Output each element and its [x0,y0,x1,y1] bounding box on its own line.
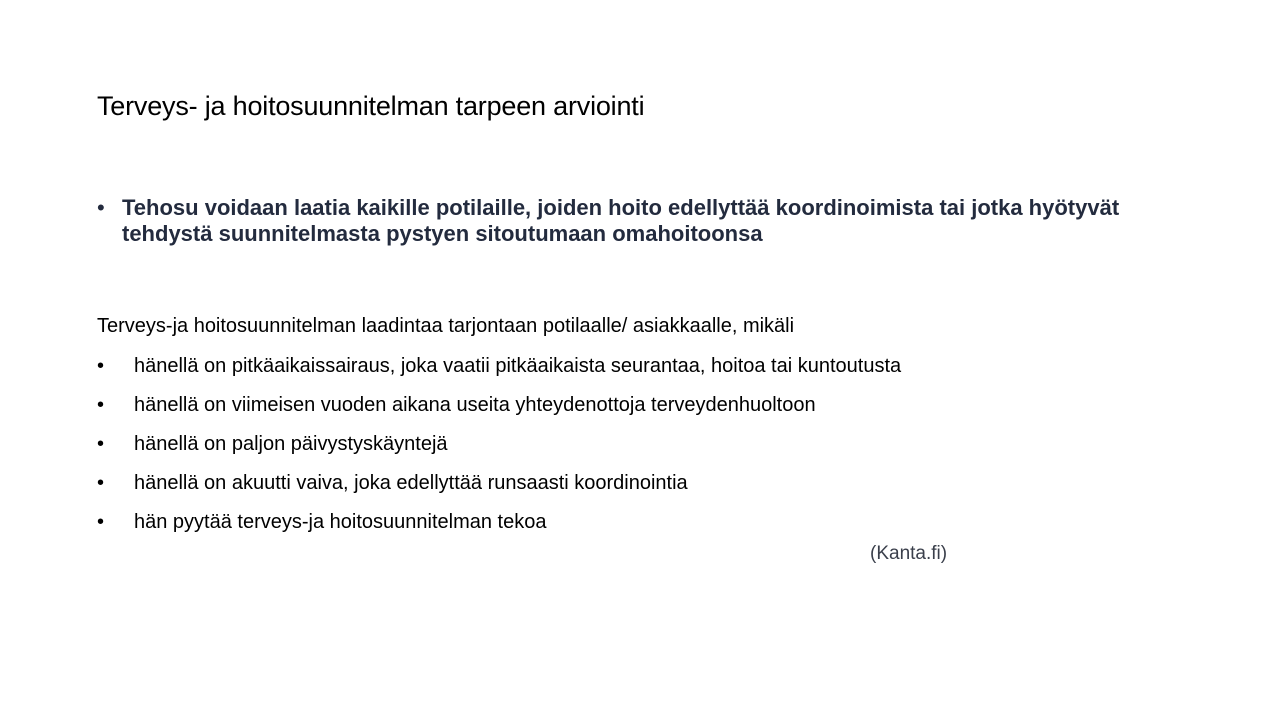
criteria-intro: Terveys-ja hoitosuunnitelman laadintaa tarjontaan potilaalle/ asiakkaalle, mikäli [97,315,795,337]
bullet: • [97,472,105,494]
bullet: • [97,511,105,533]
highlight-point [97,195,1157,247]
source-citation: (Kanta.fi) [870,543,948,564]
criteria-item-text: hänellä on pitkäaikaissairaus, joka vaatii pitkäaikaista seurantaa, hoitoa tai kuntoutusta [134,355,902,377]
highlight-text: Tehosu voidaan laatia kaikille potilaille, joiden hoito edellyttää koordinoimista tai jotka hyötyvät tehdystä suunnitelmasta pystyen sitoutumaan omahoitoonsa [122,195,1120,246]
criteria-item-text: hänellä on akuutti vaiva, joka edellyttää runsaasti koordinointia [134,472,688,494]
criteria-item-text: hän pyytää terveys-ja hoitosuunnitelman tekoa [134,511,547,533]
criteria-item-text: hänellä on viimeisen vuoden aikana useita yhteydenottoja terveydenhuoltoon [134,394,816,416]
slide-title: Terveys- ja hoitosuunnitelman tarpeen arviointi [97,91,645,121]
bullet: • [97,433,105,455]
bullet: • [97,355,105,377]
highlight-bullet: • [97,195,105,220]
criteria-item-text: hänellä on paljon päivystyskäyntejä [134,433,448,455]
bullet: • [97,394,105,416]
